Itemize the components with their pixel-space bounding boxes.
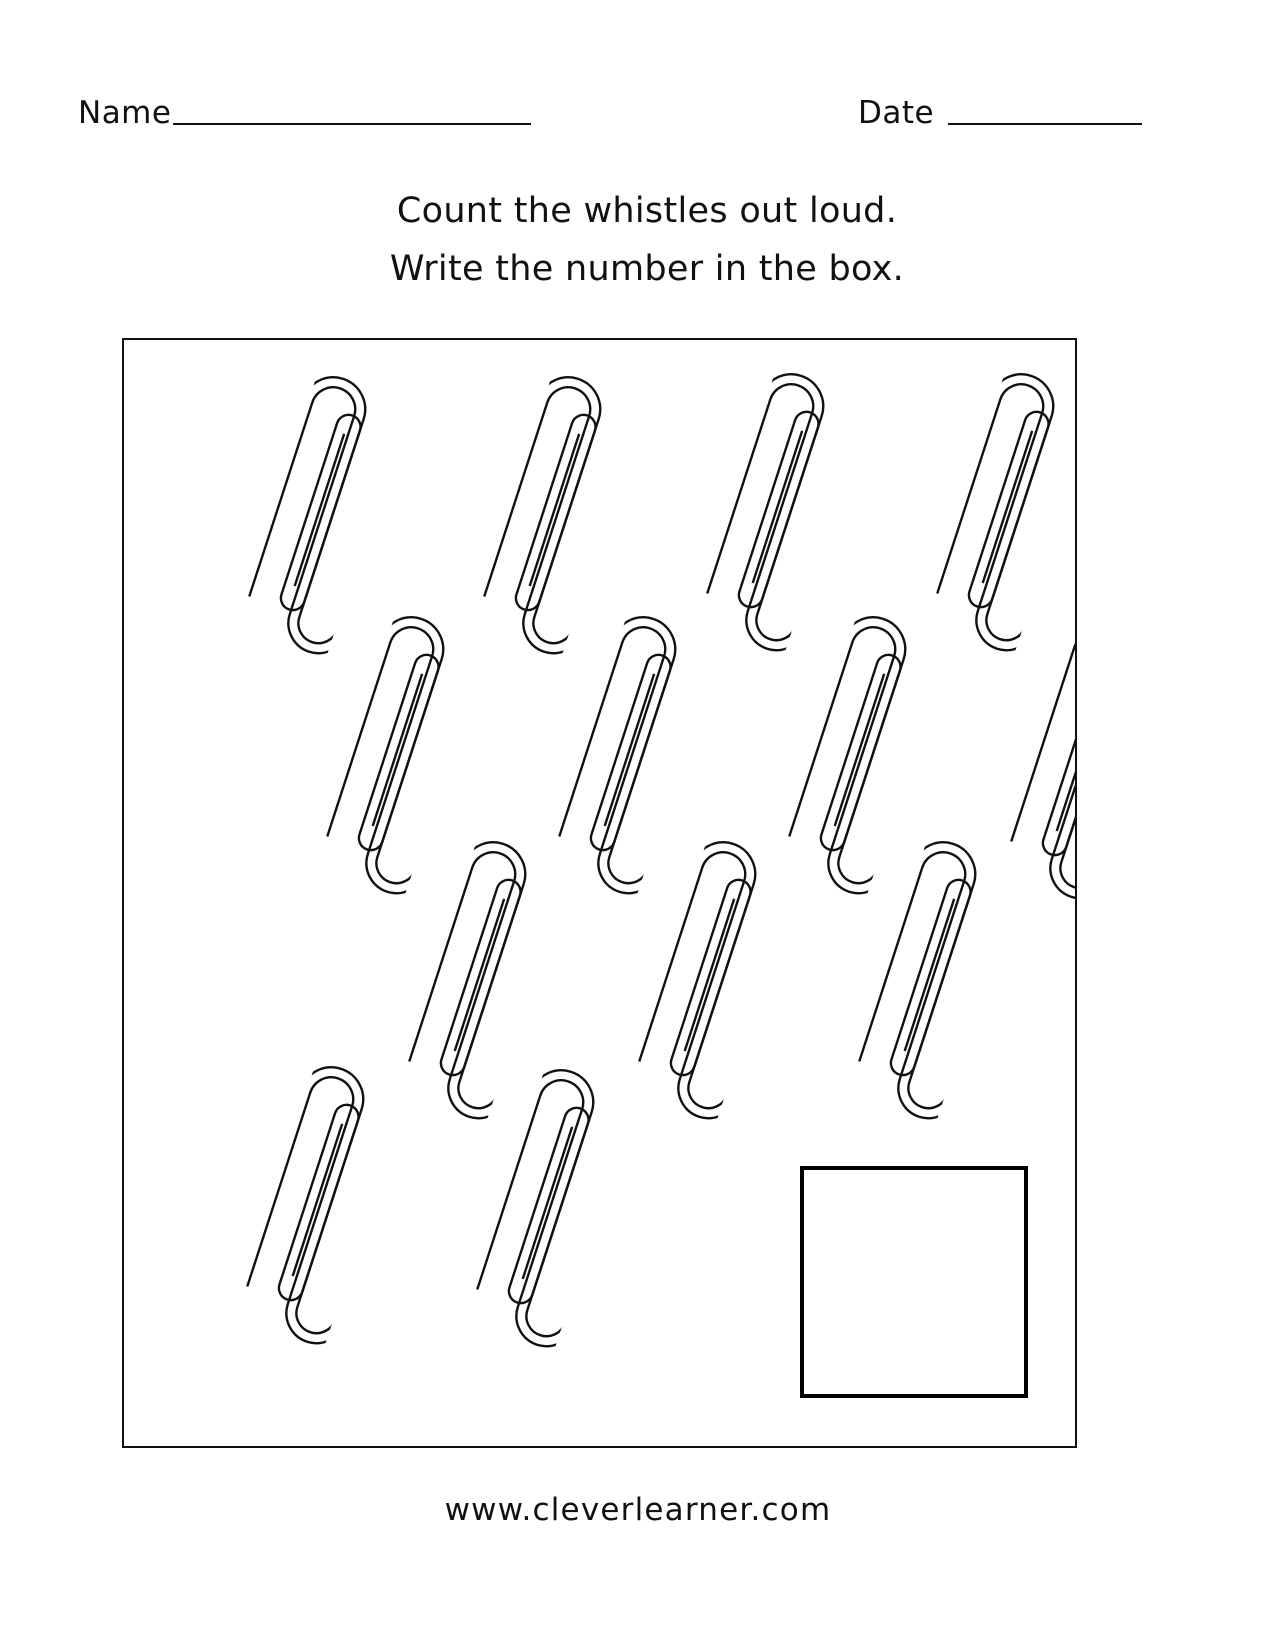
name-label: Name <box>78 95 172 131</box>
instructions <box>0 182 1276 298</box>
paper-clip-icon <box>228 1048 412 1363</box>
name-field-group <box>78 96 531 130</box>
paper-clip-icon <box>308 598 492 913</box>
answer-box[interactable] <box>800 1166 1028 1398</box>
worksheet-header <box>0 96 1276 146</box>
paper-clip-icon <box>620 823 804 1138</box>
instruction-line-2: Write the number in the box. <box>389 249 905 289</box>
footer-website: www.cleverlearner.com <box>444 1492 832 1528</box>
paper-clip-icon <box>465 358 649 673</box>
instruction-line-1: Count the whistles out loud. <box>396 191 898 231</box>
date-write-line[interactable] <box>948 123 1142 125</box>
date-label: Date <box>858 95 935 131</box>
date-field-group <box>858 96 1142 130</box>
paper-clip-icon <box>688 355 872 670</box>
paper-clip-icon <box>230 358 414 673</box>
counting-frame <box>122 338 1077 1448</box>
name-write-line[interactable] <box>173 123 531 125</box>
